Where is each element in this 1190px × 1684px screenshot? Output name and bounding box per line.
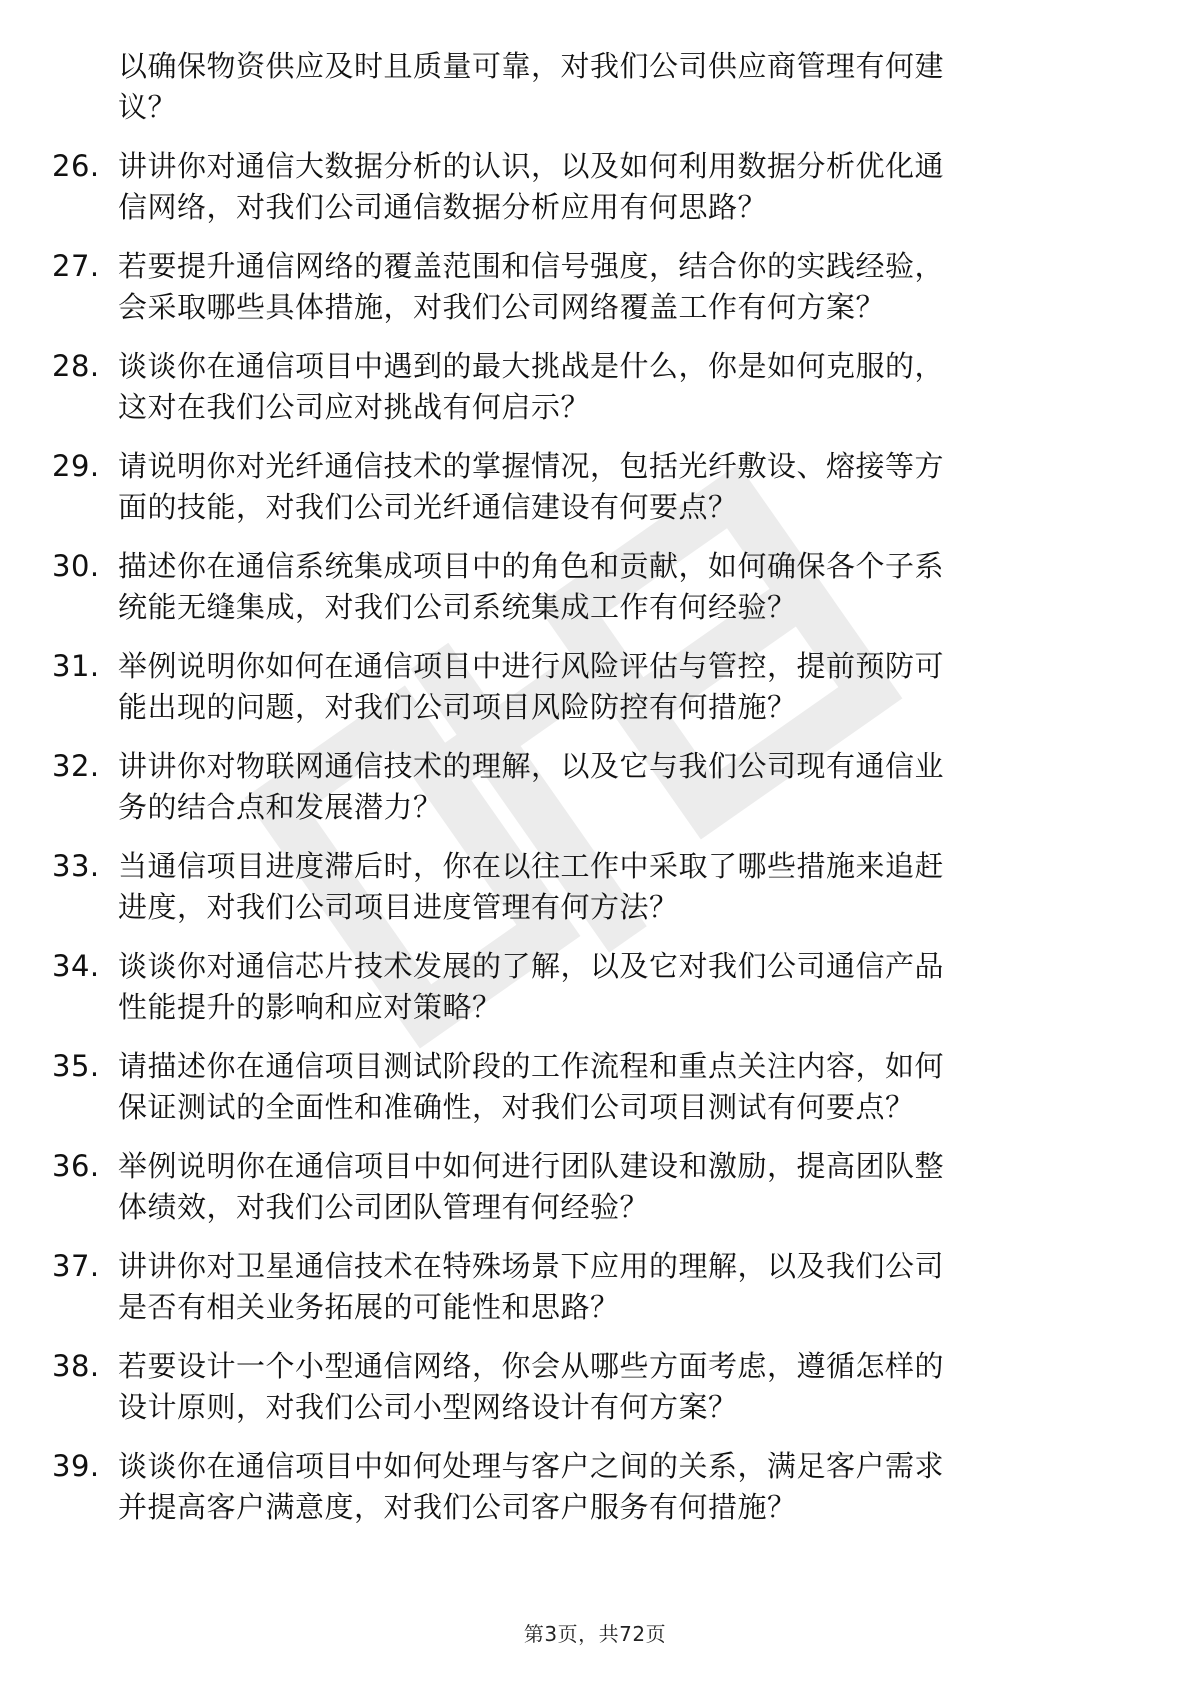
list-item	[52, 46, 1112, 128]
list-item	[52, 1046, 1112, 1128]
question-text: 举例说明你如何在通信项目中进行风险评估与管控，提前预防可 能出现的问题，对我们公司项目风险防控有何措施？	[118, 649, 945, 724]
page-footer: 第3页，共72页	[523, 1622, 667, 1646]
list-item	[52, 1346, 1112, 1428]
question-number: 28.	[52, 349, 100, 383]
list-item	[52, 1146, 1112, 1228]
list-item	[52, 346, 1112, 428]
question-text: 当通信项目进度滞后时，你在以往工作中采取了哪些措施来追赶 进度，对我们公司项目进度管理有何方法？	[118, 849, 945, 924]
question-number: 26.	[52, 149, 100, 183]
question-text: 讲讲你对卫星通信技术在特殊场景下应用的理解，以及我们公司 是否有相关业务拓展的可能性和思路？	[118, 1249, 945, 1324]
question-text: 谈谈你在通信项目中如何处理与客户之间的关系，满足客户需求 并提高客户满意度，对我们公司客户服务有何措施？	[118, 1449, 945, 1524]
question-text: 举例说明你在通信项目中如何进行团队建设和激励，提高团队整 体绩效，对我们公司团队管理有何经验？	[118, 1149, 945, 1224]
question-number: 27.	[52, 249, 100, 283]
question-number: 35.	[52, 1049, 100, 1083]
question-number: 30.	[52, 549, 100, 583]
question-number: 33.	[52, 849, 100, 883]
question-text: 谈谈你在通信项目中遇到的最大挑战是什么，你是如何克服的， 这对在我们公司应对挑战有何启示？	[118, 349, 945, 424]
question-text: 描述你在通信系统集成项目中的角色和贡献，如何确保各个子系 统能无缝集成，对我们公司系统集成工作有何经验？	[118, 549, 945, 624]
question-number: 32.	[52, 749, 100, 783]
question-text: 请描述你在通信项目测试阶段的工作流程和重点关注内容，如何 保证测试的全面性和准确性，对我们公司项目测试有何要点？	[118, 1049, 945, 1124]
question-number: 31.	[52, 649, 100, 683]
question-number: 36.	[52, 1149, 100, 1183]
question-text: 谈谈你对通信芯片技术发展的了解，以及它对我们公司通信产品 性能提升的影响和应对策略？	[118, 949, 945, 1024]
question-text: 以确保物资供应及时且质量可靠，对我们公司供应商管理有何建 议？	[118, 49, 945, 124]
list-item	[52, 446, 1112, 528]
list-item	[52, 1446, 1112, 1528]
question-text: 请说明你对光纤通信技术的掌握情况，包括光纤敷设、熔接等方 面的技能，对我们公司光纤通信建设有何要点？	[118, 449, 945, 524]
list-item	[52, 246, 1112, 328]
question-text: 讲讲你对物联网通信技术的理解，以及它与我们公司现有通信业 务的结合点和发展潜力？	[118, 749, 945, 824]
list-item	[52, 746, 1112, 828]
question-number: 29.	[52, 449, 100, 483]
list-item	[52, 846, 1112, 928]
list-item	[52, 946, 1112, 1028]
question-number: 37.	[52, 1249, 100, 1283]
question-number: 38.	[52, 1349, 100, 1383]
question-text: 若要提升通信网络的覆盖范围和信号强度，结合你的实践经验， 会采取哪些具体措施，对我们公司网络覆盖工作有何方案？	[118, 249, 945, 324]
question-number: 39.	[52, 1449, 100, 1483]
question-text: 讲讲你对通信大数据分析的认识，以及如何利用数据分析优化通 信网络，对我们公司通信数据分析应用有何思路？	[118, 149, 945, 224]
question-list	[52, 46, 1112, 1528]
list-item	[52, 646, 1112, 728]
question-number: 34.	[52, 949, 100, 983]
question-text: 若要设计一个小型通信网络，你会从哪些方面考虑，遵循怎样的 设计原则，对我们公司小型网络设计有何方案？	[118, 1349, 945, 1424]
list-item	[52, 546, 1112, 628]
list-item	[52, 146, 1112, 228]
list-item	[52, 1246, 1112, 1328]
